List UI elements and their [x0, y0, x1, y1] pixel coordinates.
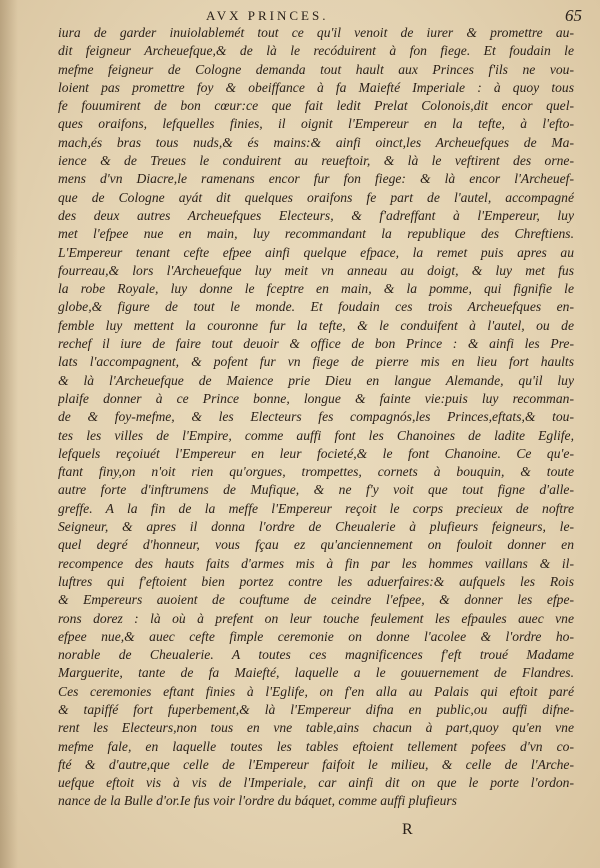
catchword: R: [402, 821, 413, 838]
text-line: uefque eftoit vis à vis de l'Imperiale, car ainfi dit on que le porte l'ordon-: [58, 775, 574, 791]
text-line: L'Empereur tenant cefte efpee ainfi quelque efpace, la remet puis apres au: [58, 244, 574, 260]
text-line: lats l'accompagnent, & pofent fur vn fiege de pierre mis en lieu fort haults: [58, 354, 574, 370]
text-line: met l'efpee nue en main, luy recommandant la republique des Chreftiens.: [58, 226, 574, 242]
text-line: rechef il iure de faire tout deuoir & office de bon Prince : & ainfi les Pre-: [58, 336, 574, 352]
text-line: luftres qui f'eftoient bien portez contre les aduerfaires:& aufquels les Rois: [58, 573, 574, 589]
text-line: Marguerite, tante de fa Maiefté, laquelle a le gouuernement de Flandres.: [58, 665, 574, 681]
text-line: quel degré d'honneur, vous fçau ez qu'anciennement on fouloit donner en: [58, 537, 574, 553]
text-line: ques oraifons, lefquelles finies, il oignit l'Empereur en la tefte, à l'efto-: [58, 116, 574, 132]
text-line: efpee nue,& auec cefte fimple ceremonie on donne l'acolee & l'ordre ho-: [58, 628, 574, 644]
text-line: & Empereurs auoient de couftume de ceindre l'efpee, & donner les efpe-: [58, 592, 574, 608]
text-line: & là l'Archeuefque de Maience prie Dieu en langue Alemande, qu'il luy: [58, 372, 574, 388]
text-line: mach,és bras tous nuds,& és mains:& ainfi oinct,les Archeuefques de Ma-: [58, 134, 574, 150]
text-line: que de Cologne ayát dit quelques oraifons fe part de l'autel, accompagné: [58, 189, 574, 205]
text-line: la robe Royale, luy donne le fceptre en main, & la pomme, qui fignifie le: [58, 281, 574, 297]
text-line: des deux autres Archeuefques Electeurs, & f'adreffant à l'Empereur, luy: [58, 207, 574, 223]
text-line: femble luy mettent la couronne fur la tefte, & le conduifent à l'autel, ou de: [58, 317, 574, 333]
text-line: mefme fale, en laquelle toutes les tables eftoient tellement pofees d'vn co-: [58, 738, 574, 754]
text-line: mens d'vn Diacre,le ramenans encor fur fon fiege: & là encor l'Archeuef-: [58, 171, 574, 187]
body-text: [58, 24, 574, 811]
text-line: fe fouumirent de bon cœur:ce que fait ledit Prelat Colonois,dit encor quel-: [58, 98, 574, 114]
text-line: Ces ceremonies eftant finies à l'Eglife, on f'en alla au Palais qui eftoit paré: [58, 683, 574, 699]
page-number: 65: [565, 6, 582, 25]
text-line: tes les villes de l'Empire, comme auffi font les Chanoines de ladite Eglife,: [58, 427, 574, 443]
text-line: norable de Cheualerie. A toutes ces magnificences f'eft troué Madame: [58, 647, 574, 663]
text-line: rent les Electeurs,non tous en vne table,ains chacun à part,quoy qu'en vne: [58, 720, 574, 736]
text-line: globe,& figure de tout le monde. Et foudain ces trois Archeuefques en-: [58, 299, 574, 315]
text-line: nance de la Bulle d'or.Ie fus voir l'ordre du báquet, comme auffi plufieurs: [58, 793, 457, 809]
text-line: fourreau,& lors l'Archeuefque luy meit vn anneau au doigt, & luy met fus: [58, 262, 574, 278]
text-line: fté & d'autre,que celle de l'Empereur faifoit le milieu, & celle de l'Arche-: [58, 756, 574, 772]
text-line: Seigneur, & apres il donna l'ordre de Cheualerie à plufieurs feigneurs, le-: [58, 519, 574, 535]
text-line: rons dorez : là où à prefent on leur touche feulement les efpaules auec vne: [58, 610, 574, 626]
text-line: plaife donner à ce Prince bonne, longue & fainte vie:puis luy recomman-: [58, 390, 574, 406]
spine-shadow: [0, 0, 18, 868]
text-line: iura de garder inuiolablemét tout ce qu'il venoit de iurer & promettre au-: [58, 25, 574, 40]
text-line: autre forte d'inftrumens de Mufique, & ne f'y voit que tout figne d'alle-: [58, 482, 574, 498]
running-title: AVX PRINCES.: [206, 8, 329, 23]
text-line: greffe. A la fin de la meffe l'Empereur reçoit le corps precieux de noftre: [58, 500, 574, 516]
text-line: dit feigneur Archeuefque,& de là le recóduirent à fon fiege. Et foudain le: [58, 43, 574, 59]
text-line: ftant finy,on n'oit rien qu'orgues, trompettes, cornets à bouquin, & toute: [58, 464, 574, 480]
text-line: loient pas promettre foy & obeiffance à fa Maiefté Imperiale : à quoy tous: [58, 79, 574, 95]
text-line: de & foy-mefme, & les Electeurs fes compagnós,les Princes,eftats,& tou-: [58, 409, 574, 425]
text-line: mefme feigneur de Cologne demanda tout hault aux Princes f'ils ne vou-: [58, 61, 574, 77]
text-line: recompence des hauts faits d'armes mis à fin par les hommes vaillans & il-: [58, 555, 574, 571]
text-line: lefquels reçoiuét l'Empereur en leur focieté,& le font Chanoine. Ce qu'e-: [58, 445, 574, 461]
text-line: & tapiffé fort fuperbement,& là l'Empereur difna en public,ou auffi difne-: [58, 701, 574, 717]
text-line: ience & de Treues le conduirent au reueftoir, & là le veftirent des orne-: [58, 153, 574, 169]
